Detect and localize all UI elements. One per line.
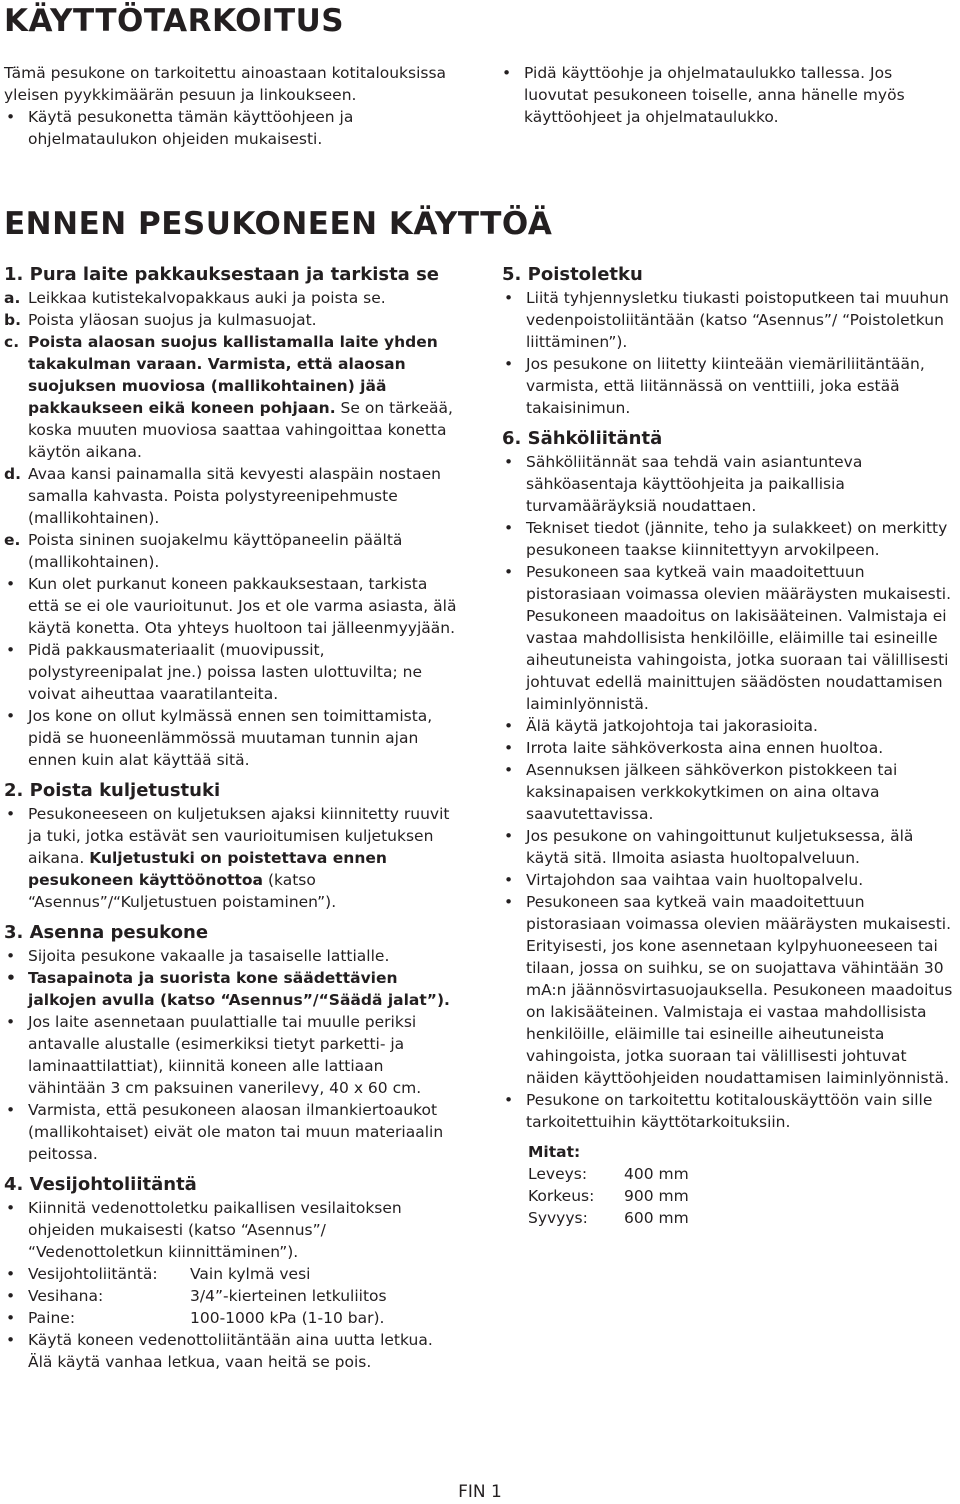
s4-bullet: • Kiinnitä vedenottoletku paikallisen vesilaitoksen ohjeiden mukaisesti (katso “Asennus”/ “Vedenottoletkun kiinnittäminen”). [4, 1197, 462, 1263]
s3-bullet: • Tasapainota ja suorista kone säädettävien jalkojen avulla (katso “Asennus”/“Säädä jalat”). [4, 967, 462, 1011]
s6-bullet: • Pesukone on tarkoitettu kotitalouskäyttöön vain sille tarkoitettuihin käyttötarkoituksiin. [502, 1089, 954, 1133]
s1-heading: 1. Pura laite pakkauksestaan ja tarkista se [4, 264, 440, 285]
s6-bullet: • Jos pesukone on vahingoittunut kuljetuksessa, älä käytä sitä. Ilmoita asiasta huoltopalveluun. [502, 825, 954, 869]
left-column [4, 263, 462, 1373]
s1-bullet: • Jos kone on ollut kylmässä ennen sen toimittamista, pidä se huoneenlämmössä muutaman tunnin ajan ennen kuin alat käyttää sitä. [4, 705, 462, 771]
s3-bullet: • Jos laite asennetaan puulattialle tai muulle periksi antavalle alustalle (esimerkiksi tietyt parketti- ja laminaattilattiat), kiinnitä koneen alle lattiaan vähintään 3 cm paksuinen vanerilevy, 40 x 60 cm. [4, 1011, 462, 1099]
s4-spec-row [4, 1263, 462, 1285]
s1-c-bold: Poista alaosan suojus kallistamalla laite yhden takakulman varaan. Varmista, että alaosan suojuksen muoviosa (mallikohtainen) jää pakkaukseen eikä koneen pohjaan. [28, 333, 438, 417]
s6-heading: 6. Sähköliitäntä [502, 428, 663, 449]
s1-d-mark: d. [4, 465, 21, 483]
s2-bullet [4, 803, 462, 913]
s4-heading: 4. Vesijohtoliitäntä [4, 1174, 197, 1195]
s5-bullet: • Liitä tyhjennysletku tiukasti poistoputkeen tai muuhun vedenpoistoliitäntään (katso “Asennus”/ “Poistoletkun liittäminen”). [502, 287, 954, 353]
dimensions [502, 1141, 954, 1229]
s6-bullet: • Asennuksen jälkeen sähköverkon pistokkeen tai kaksinapaisen verkkokytkimen on aina oltava saavutettavissa. [502, 759, 954, 825]
dimension-key: Leveys: [528, 1165, 588, 1183]
s4-bullet: • Käytä koneen vedenottoliitäntään aina uutta letkua. Älä käytä vanhaa letkua, vaan heitä se pois. [4, 1329, 462, 1373]
page-title: KÄYTTÖTARKOITUS [4, 3, 345, 39]
dimension-value: 400 mm [624, 1165, 689, 1183]
dimension-key: Korkeus: [528, 1187, 595, 1205]
s6-bullet: • Pesukoneen saa kytkeä vain maadoitettuun pistorasiaan voimassa olevien määräysten mukaisesti. Pesukoneen maadoitus on lakisääteinen. Valmistaja ei vastaa mahdollisista henkilöille, eläimille tai esineille aiheutuneista vahingoista, jotka suoraan tai välillisesti johtuvat edellä mainittujen säädösten noudattamisen laiminlyönnistä. [502, 561, 954, 715]
s1-c-rest: Se on tärkeää, koska muuten muoviosa saattaa vahingoittaa konetta käytön aikana. [28, 399, 453, 461]
s2-text-bold: Kuljetustuki on poistettava ennen pesukoneen käyttöönottoa [28, 849, 387, 889]
s5-heading: 5. Poistoletku [502, 264, 643, 285]
s6-bullet: • Pesukoneen saa kytkeä vain maadoitettuun pistorasiaan voimassa olevien määräysten mukaisesti. Erityisesti, jos kone asennetaan kylpyhuoneeseen tai tilaan, jossa on suihku, se on suojattava vähintään 30 mA:n jäännösvirtasuojauksella. Pesukoneen maadoitus on lakisääteinen. Valmistaja ei vastaa mahdollisista henkilöille, eläimille tai esineille aiheutuneista vahingoista, jotka suoraan tai välillisesti johtuvat näiden käyttöohjeiden noudattamisen laiminlyönnistä. [502, 891, 954, 1089]
s1-e-text: Poista sininen suojakelmu käyttöpaneelin päältä (mallikohtainen). [28, 531, 403, 571]
s2-heading: 2. Poista kuljetustuki [4, 780, 221, 801]
s4-spec-key: Vesihana: [28, 1287, 104, 1305]
s1-step-d [4, 463, 462, 529]
intro-left [4, 62, 456, 150]
s1-a-text: Leikkaa kutistekalvopakkaus auki ja poista se. [28, 289, 386, 307]
s3-heading: 3. Asenna pesukone [4, 922, 209, 943]
dimension-row [528, 1163, 954, 1185]
dimension-key: Syvyys: [528, 1209, 588, 1227]
s1-c-mark: c. [4, 333, 20, 351]
right-column [502, 263, 954, 1229]
dimension-row [528, 1207, 954, 1229]
s1-bullet: • Kun olet purkanut koneen pakkauksestaan, tarkista että se ei ole vaurioitunut. Jos et ole varma asiasta, älä käytä konetta. Ota yhteys huoltoon tai jälleenmyyjään. [4, 573, 462, 639]
s6-bullet: • Irrota laite sähköverkosta aina ennen huoltoa. [502, 737, 954, 759]
s4-spec-value: Vain kylmä vesi [190, 1265, 311, 1283]
section-title: ENNEN PESUKONEEN KÄYTTÖÄ [4, 206, 553, 242]
s3-bullet: • Varmista, että pesukoneen alaosan ilmankiertoaukot (mallikohtaiset) eivät ole maton tai muun materiaalin peitossa. [4, 1099, 462, 1165]
dimension-value: 600 mm [624, 1209, 689, 1227]
intro-bullet-left: • Käytä pesukonetta tämän käyttöohjeen ja ohjelmataulukon ohjeiden mukaisesti. [4, 106, 456, 150]
s4-spec-key: Paine: [28, 1309, 76, 1327]
s2-text-1: Pesukoneeseen on kuljetuksen ajaksi kiinnitetty ruuvit ja tuki, jotka estävät sen vaurioitumisen kuljetuksen aikana. [28, 805, 450, 867]
s3-bullet: • Sijoita pesukone vakaalle ja tasaiselle lattialle. [4, 945, 462, 967]
intro-paragraph: Tämä pesukone on tarkoitettu ainoastaan kotitalouksissa yleisen pyykkimäärän pesuun ja linkoukseen. [4, 64, 447, 104]
s2-text-3: (katso “Asennus”/“Kuljetustuen poistaminen”). [28, 871, 337, 911]
s1-d-text: Avaa kansi painamalla sitä kevyesti alaspäin nostaen samalla kahvasta. Poista polystyreenipehmuste (mallikohtainen). [28, 465, 441, 527]
s1-e-mark: e. [4, 531, 21, 549]
s6-bullet: • Älä käytä jatkojohtoja tai jakorasioita. [502, 715, 954, 737]
dimension-value: 900 mm [624, 1187, 689, 1205]
s1-step-e [4, 529, 462, 573]
s1-step-b [4, 309, 462, 331]
dimension-row [528, 1185, 954, 1207]
s1-a-mark: a. [4, 289, 21, 307]
s4-spec-key: Vesijohtoliitäntä: [28, 1265, 158, 1283]
intro-right [500, 62, 940, 128]
s1-bullet: • Pidä pakkausmateriaalit (muovipussit, polystyreenipalat jne.) poissa lasten ulottuvilta; ne voivat aiheuttaa vaaratilanteita. [4, 639, 462, 705]
s1-step-a [4, 287, 462, 309]
s4-spec-value: 3/4”-kierteinen letkuliitos [190, 1287, 387, 1305]
s4-spec-row [4, 1285, 462, 1307]
page-number: FIN 1 [458, 1482, 502, 1502]
s4-spec-row [4, 1307, 462, 1329]
s4-spec-value: 100-1000 kPa (1-10 bar). [190, 1309, 385, 1327]
s5-bullet: • Jos pesukone on liitetty kiinteään viemäriliitäntään, varmista, että liitännässä on venttiili, joka estää takaisinimun. [502, 353, 954, 419]
s1-b-text: Poista yläosan suojus ja kulmasuojat. [28, 311, 317, 329]
s6-bullet: • Virtajohdon saa vaihtaa vain huoltopalvelu. [502, 869, 954, 891]
s1-b-mark: b. [4, 311, 21, 329]
s6-bullet: • Tekniset tiedot (jännite, teho ja sulakkeet) on merkitty pesukoneen taakse kiinnitettyyn arvokilpeen. [502, 517, 954, 561]
intro-bullet-right: • Pidä käyttöohje ja ohjelmataulukko tallessa. Jos luovutat pesukoneen toiselle, anna hänelle myös käyttöohjeet ja ohjelmataulukko. [500, 62, 940, 128]
s6-bullet: • Sähköliitännät saa tehdä vain asiantunteva sähköasentaja käyttöohjeita ja paikallisia turvamääräyksiä noudattaen. [502, 451, 954, 517]
dimensions-heading: Mitat: [528, 1143, 581, 1161]
s1-step-c [4, 331, 462, 463]
